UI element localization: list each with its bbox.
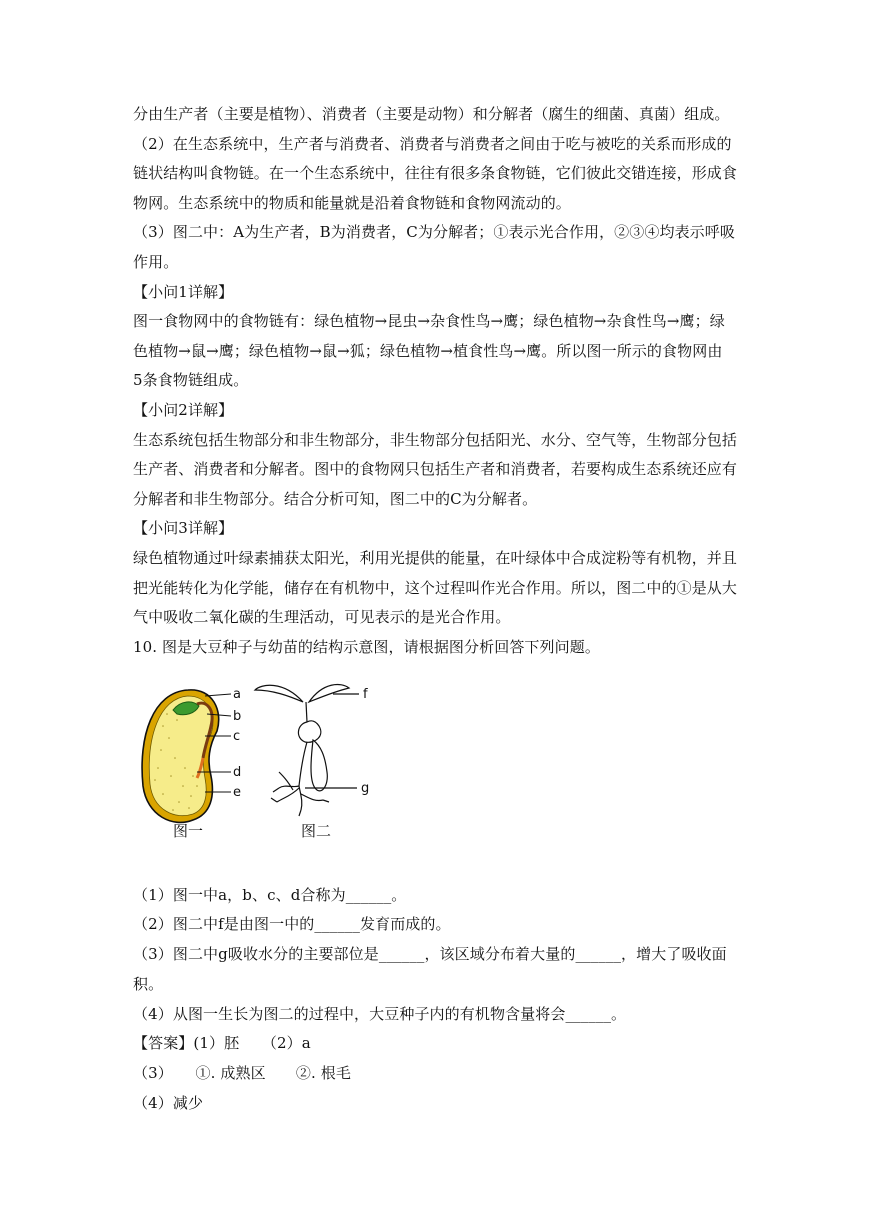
label-a: a <box>233 687 241 702</box>
paragraph-line: 图一食物网中的食物链有：绿色植物→昆虫→杂食性鸟→鹰；绿色植物→杂食性鸟→鹰；绿 <box>133 312 725 330</box>
question-stem: 10. 图是大豆种子与幼苗的结构示意图，请根据图分析回答下列问题。 <box>133 638 600 656</box>
answer-line: （4）减少 <box>133 1094 204 1112</box>
section-heading: 【小问2详解】 <box>133 401 234 419</box>
paragraph-line: 分解者和非生物部分。结合分析可知，图二中的C为分解者。 <box>133 490 538 508</box>
paragraph-line: 生产者、消费者和分解者。图中的食物网只包括生产者和消费者，若要构成生态系统还应有 <box>133 460 738 478</box>
paragraph-line: 气中吸收二氧化碳的生理活动，可见表示的是光合作用。 <box>133 608 511 626</box>
paragraph-line: （2）在生态系统中，生产者与消费者、消费者与消费者之间由于吃与被吃的关系而形成的 <box>133 135 732 153</box>
figure-caption-2: 图二 <box>301 822 332 840</box>
figure-caption-1: 图一 <box>173 822 204 840</box>
label-b: b <box>233 709 242 724</box>
label-e: e <box>233 785 241 800</box>
paragraph-line: 物网。生态系统中的物质和能量就是沿着食物链和食物网流动的。 <box>133 194 571 212</box>
answer-line: 【答案】(1）胚 （2）a <box>133 1034 311 1052</box>
seed-seedling-figure <box>133 676 393 846</box>
label-f: f <box>363 687 368 702</box>
figure-illustration <box>133 676 393 846</box>
paragraph-line: 链状结构叫食物链。在一个生态系统中，往往有很多条食物链，它们彼此交错连接，形成食 <box>133 164 738 182</box>
paragraph-line: 5条食物链组成。 <box>133 371 249 389</box>
paragraph-line: 色植物→鼠→鹰；绿色植物→鼠→狐；绿色植物→植食性鸟→鹰。所以图一所示的食物网由 <box>133 342 723 360</box>
paragraph-line: 绿色植物通过叶绿素捕获太阳光，利用光提供的能量，在叶绿体中合成淀粉等有机物，并且 <box>133 549 738 567</box>
label-g: g <box>361 781 370 796</box>
section-heading: 【小问3详解】 <box>133 519 234 537</box>
label-d: d <box>233 765 242 780</box>
question-item: （4）从图一生长为图二的过程中，大豆种子内的有机物含量将会______。 <box>133 1005 627 1023</box>
question-item: （2）图二中f是由图一中的______发育而成的。 <box>133 915 451 933</box>
paragraph-line: 生态系统包括生物部分和非生物部分，非生物部分包括阳光、水分、空气等，生物部分包括 <box>133 431 738 449</box>
question-item: （3）图二中g吸收水分的主要部位是______，该区域分布着大量的______，增大了吸收面 <box>133 945 727 963</box>
paragraph-line: 作用。 <box>133 253 179 271</box>
label-c: c <box>233 729 241 744</box>
paragraph-line: 分由生产者（主要是植物）、消费者（主要是动物）和分解者（腐生的细菌、真菌）组成。 <box>133 105 730 123</box>
seedling-drawing <box>255 685 359 816</box>
paragraph-line: （3）图二中：A为生产者，B为消费者，C为分解者；①表示光合作用，②③④均表示呼吸 <box>133 223 735 241</box>
question-item: 积。 <box>133 975 164 993</box>
paragraph-line: 把光能转化为化学能，储存在有机物中，这个过程叫作光合作用。所以，图二中的①是从大 <box>133 579 738 597</box>
answer-line: （3） ①. 成熟区 ②. 根毛 <box>133 1064 351 1082</box>
section-heading: 【小问1详解】 <box>133 283 234 301</box>
question-item: （1）图一中a，b、c、d合称为______。 <box>133 886 407 904</box>
bean-seed-drawing <box>142 690 231 823</box>
